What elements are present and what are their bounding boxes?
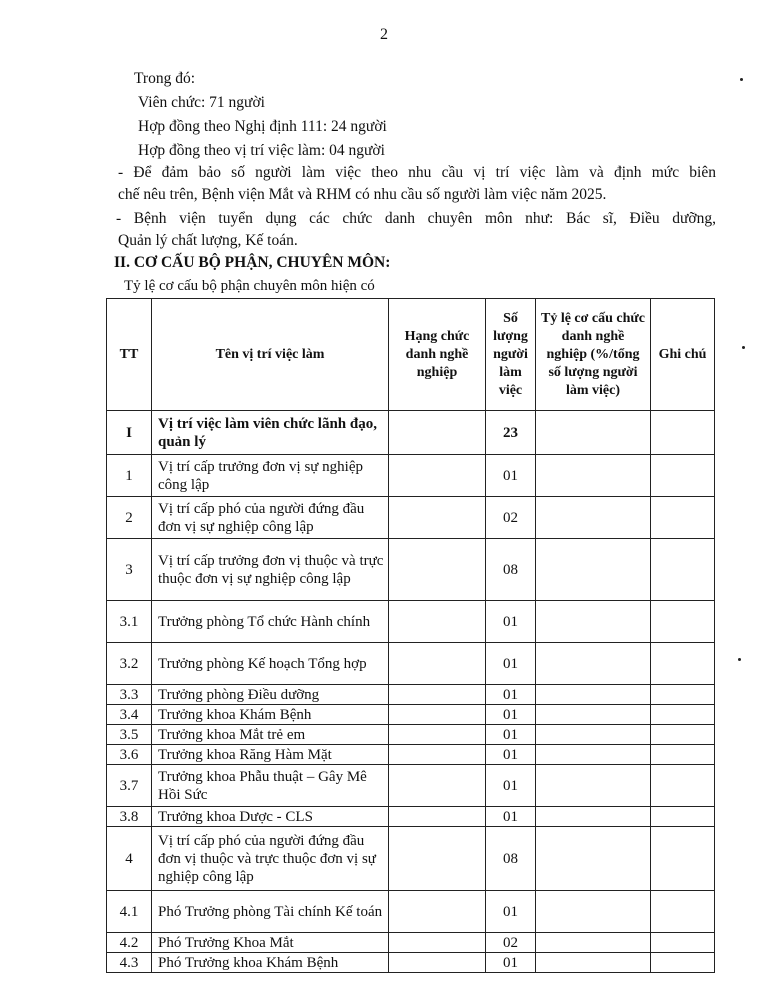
para2-line1: - Bệnh viện tuyển dụng các chức danh chuyên môn như: Bác sĩ, Điều dưỡng, <box>116 210 716 227</box>
row-name: Trưởng khoa Dược - CLS <box>152 807 389 827</box>
row-tt: 2 <box>107 497 152 539</box>
row-hang <box>389 685 486 705</box>
row-hang <box>389 725 486 745</box>
row-note <box>651 953 715 973</box>
row-ratio <box>536 807 651 827</box>
row-note <box>651 827 715 891</box>
row-count: 01 <box>486 643 536 685</box>
scan-speck <box>742 346 745 349</box>
row-count: 01 <box>486 455 536 497</box>
row-ratio <box>536 705 651 725</box>
row-tt: 3.6 <box>107 745 152 765</box>
row-ratio <box>536 725 651 745</box>
row-ratio <box>536 765 651 807</box>
row-hang <box>389 827 486 891</box>
row-note <box>651 933 715 953</box>
row-name: Trưởng khoa Mắt trẻ em <box>152 725 389 745</box>
header-ten: Tên vị trí việc làm <box>152 299 389 411</box>
row-ratio <box>536 643 651 685</box>
row-note <box>651 497 715 539</box>
row-ratio <box>536 411 651 455</box>
roles-table <box>106 298 715 973</box>
row-count: 01 <box>486 765 536 807</box>
table-row <box>107 643 715 685</box>
table-header-row <box>107 299 715 411</box>
header-ty-le: Tỷ lệ cơ cấu chức danh nghề nghiệp (%/tổng số lượng người làm việc) <box>536 299 651 411</box>
table-row <box>107 725 715 745</box>
row-name: Trưởng phòng Tổ chức Hành chính <box>152 601 389 643</box>
row-count: 02 <box>486 497 536 539</box>
row-hang <box>389 411 486 455</box>
table-row <box>107 765 715 807</box>
intro-hop-dong-111: Hợp đồng theo Nghị định 111: 24 người <box>138 118 387 135</box>
row-count: 01 <box>486 745 536 765</box>
row-ratio <box>536 539 651 601</box>
row-count: 01 <box>486 685 536 705</box>
header-hang: Hạng chức danh nghề nghiệp <box>389 299 486 411</box>
para1-line2: chế nêu trên, Bệnh viện Mắt và RHM có nhu cầu số người làm việc năm 2025. <box>118 186 607 203</box>
row-count: 02 <box>486 933 536 953</box>
section-heading: II. CƠ CẤU BỘ PHẬN, CHUYÊN MÔN: <box>114 254 391 271</box>
row-count: 08 <box>486 539 536 601</box>
row-count: 01 <box>486 807 536 827</box>
row-note <box>651 725 715 745</box>
row-ratio <box>536 601 651 643</box>
row-tt: 3.4 <box>107 705 152 725</box>
row-ratio <box>536 827 651 891</box>
row-name: Vị trí cấp phó của người đứng đầu đơn vị thuộc và trực thuộc đơn vị sự nghiệp công lập <box>152 827 389 891</box>
row-count: 23 <box>486 411 536 455</box>
row-name: Trưởng khoa Phẫu thuật – Gây Mê Hồi Sức <box>152 765 389 807</box>
row-name: Phó Trưởng khoa Khám Bệnh <box>152 953 389 973</box>
row-tt: 3.3 <box>107 685 152 705</box>
row-count: 01 <box>486 953 536 973</box>
row-note <box>651 807 715 827</box>
row-hang <box>389 539 486 601</box>
table-row <box>107 539 715 601</box>
scan-speck <box>740 78 743 81</box>
table-row <box>107 953 715 973</box>
row-note <box>651 411 715 455</box>
table-row <box>107 933 715 953</box>
row-tt: 3.1 <box>107 601 152 643</box>
row-note <box>651 765 715 807</box>
row-note <box>651 643 715 685</box>
row-hang <box>389 455 486 497</box>
row-tt: I <box>107 411 152 455</box>
table-row <box>107 601 715 643</box>
header-tt: TT <box>107 299 152 411</box>
table-row <box>107 807 715 827</box>
row-tt: 4.2 <box>107 933 152 953</box>
row-note <box>651 705 715 725</box>
row-note <box>651 539 715 601</box>
row-tt: 3.7 <box>107 765 152 807</box>
row-note <box>651 891 715 933</box>
table-row <box>107 705 715 725</box>
row-name: Trưởng phòng Kế hoạch Tổng hợp <box>152 643 389 685</box>
row-name: Vị trí cấp phó của người đứng đầu đơn vị sự nghiệp công lập <box>152 497 389 539</box>
row-tt: 3.8 <box>107 807 152 827</box>
row-hang <box>389 953 486 973</box>
row-name: Vị trí cấp trưởng đơn vị thuộc và trực thuộc đơn vị sự nghiệp công lập <box>152 539 389 601</box>
row-name: Trưởng khoa Răng Hàm Mặt <box>152 745 389 765</box>
row-name: Phó Trưởng phòng Tài chính Kế toán <box>152 891 389 933</box>
para1-line1: - Để đảm bảo số người làm việc theo nhu cầu vị trí việc làm và định mức biên <box>118 164 716 181</box>
row-note <box>651 745 715 765</box>
row-tt: 4 <box>107 827 152 891</box>
row-name: Phó Trưởng Khoa Mắt <box>152 933 389 953</box>
row-ratio <box>536 891 651 933</box>
row-hang <box>389 705 486 725</box>
table-row <box>107 745 715 765</box>
row-tt: 1 <box>107 455 152 497</box>
row-tt: 3.2 <box>107 643 152 685</box>
row-tt: 4.3 <box>107 953 152 973</box>
table-row <box>107 497 715 539</box>
row-hang <box>389 933 486 953</box>
intro-hop-dong-vtvl: Hợp đồng theo vị trí việc làm: 04 người <box>138 142 385 159</box>
page-number: 2 <box>380 26 388 43</box>
row-hang <box>389 765 486 807</box>
row-name: Trưởng phòng Điều dưỡng <box>152 685 389 705</box>
intro-trong-do: Trong đó: <box>134 70 196 87</box>
row-tt: 3.5 <box>107 725 152 745</box>
row-count: 01 <box>486 891 536 933</box>
row-tt: 4.1 <box>107 891 152 933</box>
row-hang <box>389 891 486 933</box>
row-name: Vị trí việc làm viên chức lãnh đạo, quản lý <box>152 411 389 455</box>
row-hang <box>389 807 486 827</box>
row-ratio <box>536 497 651 539</box>
row-ratio <box>536 455 651 497</box>
row-ratio <box>536 685 651 705</box>
table-row <box>107 827 715 891</box>
header-ghi-chu: Ghi chú <box>651 299 715 411</box>
row-tt: 3 <box>107 539 152 601</box>
row-ratio <box>536 745 651 765</box>
header-so-luong: Số lượng người làm việc <box>486 299 536 411</box>
intro-vien-chuc: Viên chức: 71 người <box>138 94 265 111</box>
row-hang <box>389 745 486 765</box>
row-count: 01 <box>486 601 536 643</box>
row-count: 01 <box>486 705 536 725</box>
row-count: 08 <box>486 827 536 891</box>
table-row <box>107 455 715 497</box>
table-caption: Tỷ lệ cơ cấu bộ phận chuyên môn hiện có <box>124 278 375 294</box>
table-row <box>107 685 715 705</box>
row-ratio <box>536 953 651 973</box>
scan-speck <box>738 658 741 661</box>
table-row <box>107 891 715 933</box>
row-hang <box>389 601 486 643</box>
row-note <box>651 601 715 643</box>
para2-line2: Quản lý chất lượng, Kế toán. <box>118 232 298 249</box>
row-ratio <box>536 933 651 953</box>
row-count: 01 <box>486 725 536 745</box>
row-name: Vị trí cấp trưởng đơn vị sự nghiệp công lập <box>152 455 389 497</box>
row-note <box>651 455 715 497</box>
table-row <box>107 411 715 455</box>
row-hang <box>389 497 486 539</box>
row-note <box>651 685 715 705</box>
row-name: Trưởng khoa Khám Bệnh <box>152 705 389 725</box>
row-hang <box>389 643 486 685</box>
